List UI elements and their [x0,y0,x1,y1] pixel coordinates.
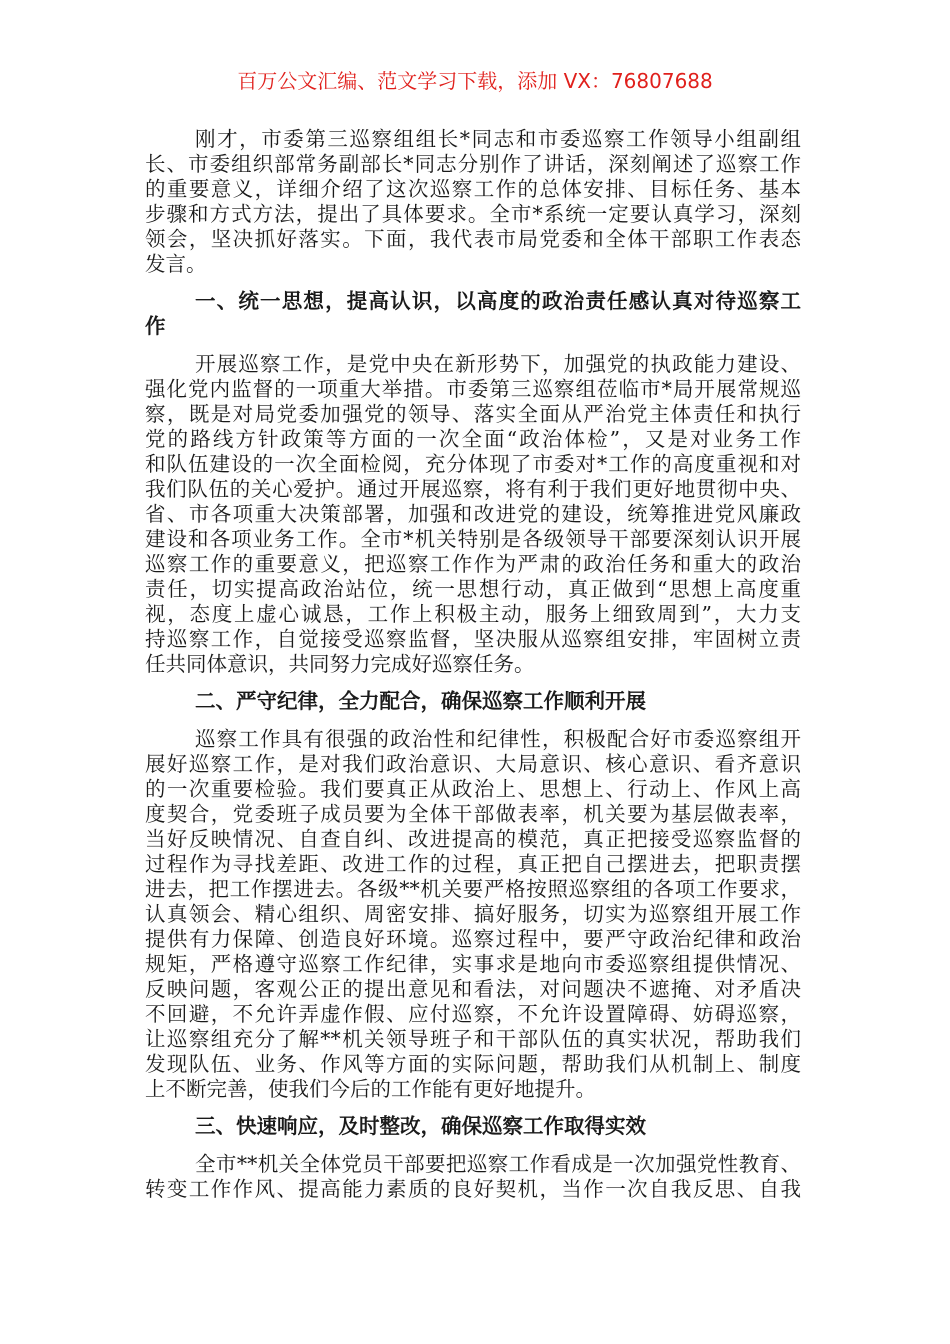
text-line: 刚才，市委第三巡察组组长*同志和市委巡察工作领导小组副组 [195,127,801,151]
text-line: 领会，坚决抓好落实。下面，我代表市局党委和全体干部职工作表态 [145,227,801,251]
text-line: 步骤和方式方法，提出了具体要求。全市*系统一定要认真学习，深刻 [145,202,801,226]
text-line: 规矩，严格遵守巡察工作纪律，实事求是地向市委巡察组提供情况、 [145,952,801,976]
text-line: 开展巡察工作，是党中央在新形势下，加强党的执政能力建设、 [195,352,801,376]
text-line: 全市**机关全体党员干部要把巡察工作看成是一次加强党性教育、 [195,1152,801,1176]
text-line: 持巡察工作，自觉接受巡察监督，坚决服从巡察组安排，牢固树立责 [145,627,801,651]
text-line: 二、严守纪律，全力配合，确保巡察工作顺利开展 [195,689,646,713]
text-line: 视，态度上虚心诚恳，工作上积极主动，服务上细致周到”，大力支 [145,602,801,626]
watermark-banner: 百万公文汇编、范文学习下载，添加 VX：76807688 [237,69,713,93]
text-line: 过程作为寻找差距、改进工作的过程，真正把自己摆进去，把职责摆 [145,852,801,876]
paragraph [145,127,801,277]
text-line: 上不断完善，使我们今后的工作能有更好地提升。 [145,1077,596,1101]
section-heading [145,1114,801,1139]
text-line: 提供有力保障、创造良好环境。巡察过程中，要严守政治纪律和政治 [145,927,801,951]
section-heading [145,289,801,339]
text-line: 强化党内监督的一项重大举措。市委第三巡察组莅临市*局开展常规巡 [145,377,801,401]
text-line: 我们队伍的关心爱护。通过开展巡察，将有利于我们更好地贯彻中央、 [145,477,801,501]
paragraph [145,352,801,677]
text-line: 展好巡察工作，是对我们政治意识、大局意识、核心意识、看齐意识 [145,752,801,776]
text-line: 度契合，党委班子成员要为全体干部做表率，机关要为基层做表率， [145,802,801,826]
text-line: 的重要意义，详细介绍了这次巡察工作的总体安排、目标任务、基本 [145,177,801,201]
text-line: 进去，把工作摆进去。各级**机关要严格按照巡察组的各项工作要求， [145,877,801,901]
text-line: 建设和各项业务工作。全市*机关特别是各级领导干部要深刻认识开展 [145,527,801,551]
text-line: 让巡察组充分了解**机关领导班子和干部队伍的真实状况，帮助我们 [145,1027,801,1051]
text-line: 不回避，不允许弄虚作假、应付巡察，不允许设置障碍、妨碍巡察， [145,1002,801,1026]
text-line: 和队伍建设的一次全面检阅，充分体现了市委对*工作的高度重视和对 [145,452,801,476]
section-heading [145,689,801,714]
text-line: 巡察工作的重要意义，把巡察工作作为严肃的政治任务和重大的政治 [145,552,801,576]
text-line: 的一次重要检验。我们要真正从政治上、思想上、行动上、作风上高 [145,777,801,801]
text-line: 责任，切实提高政治站位，统一思想行动，真正做到“思想上高度重 [145,577,801,601]
text-line: 长、市委组织部常务副部长*同志分别作了讲话，深刻阐述了巡察工作 [145,152,801,176]
text-line: 作 [145,314,166,338]
text-line: 党的路线方针政策等方面的一次全面“政治体检”，又是对业务工作 [145,427,801,451]
text-line: 发现队伍、业务、作风等方面的实际问题，帮助我们从机制上、制度 [145,1052,801,1076]
text-line: 当好反映情况、自查自纠、改进提高的模范，真正把接受巡察监督的 [145,827,801,851]
text-line: 任共同体意识，共同努力完成好巡察任务。 [145,652,535,676]
text-line: 察，既是对局党委加强党的领导、落实全面从严治党主体责任和执行 [145,402,801,426]
text-line: 反映问题，客观公正的提出意见和看法，对问题决不遮掩、对矛盾决 [145,977,801,1001]
text-line: 认真领会、精心组织、周密安排、搞好服务，切实为巡察组开展工作 [145,902,801,926]
paragraph [145,727,801,1102]
text-line: 巡察工作具有很强的政治性和纪律性，积极配合好市委巡察组开 [195,727,801,751]
paragraph [145,1152,801,1202]
text-line: 省、市各项重大决策部署，加强和改进党的建设，统筹推进党风廉政 [145,502,801,526]
text-line: 转变工作作风、提高能力素质的良好契机，当作一次自我反思、自我 [145,1177,801,1201]
text-line: 一、统一思想，提高认识，以高度的政治责任感认真对待巡察工 [195,289,801,313]
text-line: 三、快速响应，及时整改，确保巡察工作取得实效 [195,1114,646,1138]
text-line: 发言。 [145,252,207,276]
